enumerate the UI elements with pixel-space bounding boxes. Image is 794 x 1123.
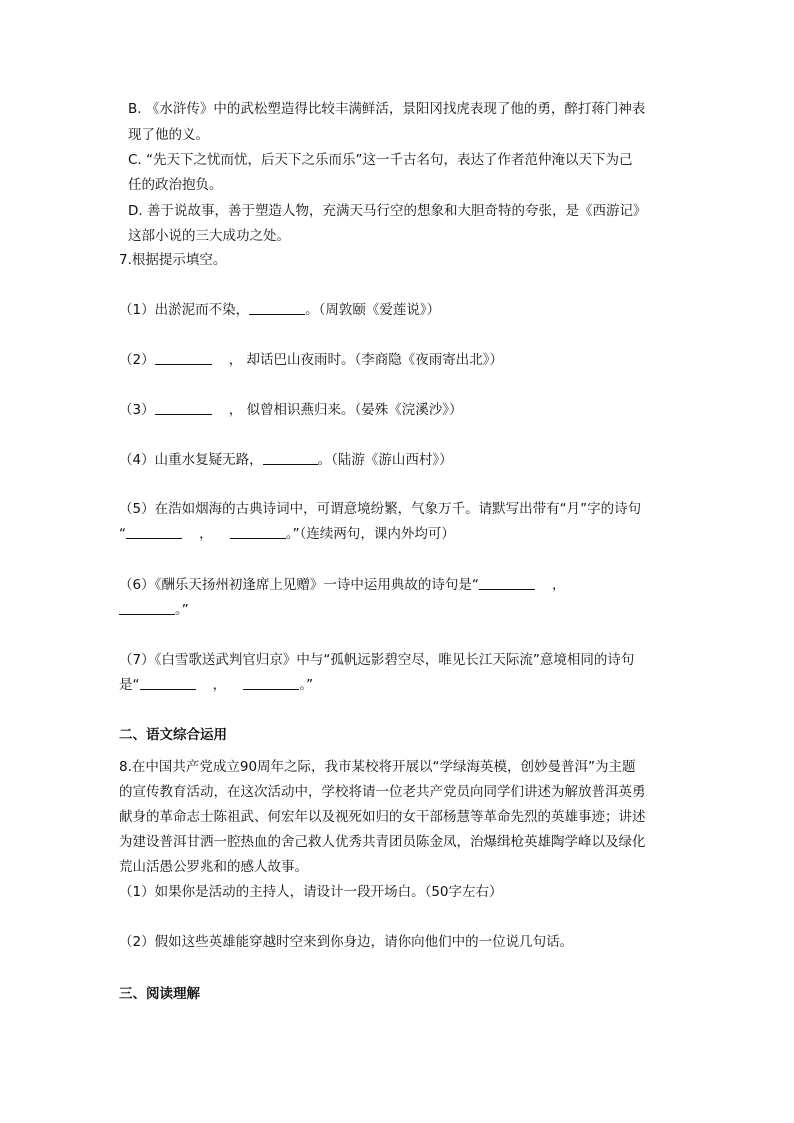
answer-blank[interactable] <box>119 600 175 615</box>
option-d-line1: D. 善于说故事，善于塑造人物，充满天马行空的想象和大胆奇特的夸张，是《西游记》 <box>128 203 647 219</box>
q8-sub-1: （1）如果你是活动的主持人，请设计一段开场白。（50字左右） <box>119 884 503 900</box>
answer-blank[interactable] <box>155 350 212 365</box>
q7-item-5-line2 <box>119 524 455 544</box>
option-d-line2: 这部小说的三大成功之处。 <box>128 228 290 244</box>
option-b-line2: 现了他的义。 <box>128 127 209 143</box>
q7-item-6-end: 。” <box>175 602 189 618</box>
question-7-stem: 7.根据提示填空。 <box>119 252 227 268</box>
answer-blank[interactable] <box>249 300 305 315</box>
q7-item-1 <box>119 300 440 320</box>
q7-item-3 <box>119 400 463 420</box>
q7-item-4-prefix: （4）山重水复疑无路， <box>119 452 263 468</box>
q7-item-4-suffix: 。（陆游《游山西村》） <box>317 452 453 468</box>
q8-line1: 8.在中国共产党成立90周年之际，我市某校将开展以“学绿海英模，创妙曼普洱”为主题 <box>119 759 636 775</box>
answer-blank[interactable] <box>479 575 535 590</box>
q8-sub-2: （2）假如这些英雄能穿越时空来到你身边，请你向他们中的一位说几句话。 <box>119 934 574 950</box>
answer-blank[interactable] <box>243 675 299 690</box>
q7-item-5-comma: ， <box>199 526 213 542</box>
q8-line4: 为建设普洱甘洒一腔热血的舍己救人优秀共青团员陈金凤，治爆缉枪英雄陶学峰以及绿化 <box>119 834 646 850</box>
q7-item-3-suffix: ， 似曾相识燕归来。（晏殊《浣溪沙》） <box>228 402 463 418</box>
q7-item-7-comma: ， <box>212 677 227 693</box>
q7-item-7-prefix: 是“ <box>119 677 140 693</box>
q7-item-6-comma: ， <box>552 577 566 593</box>
q7-item-6-line2 <box>119 600 189 620</box>
q7-item-7-end: 。” <box>299 677 314 693</box>
q7-item-2-suffix: ， 却话巴山夜雨时。（李商隐《夜雨寄出北》） <box>228 352 504 368</box>
q7-item-5-suffix: 。”（连续两句，课内外均可） <box>285 526 455 542</box>
answer-blank[interactable] <box>263 450 318 465</box>
q7-item-1-suffix: 。（周敦颐《爱莲说》） <box>305 302 441 318</box>
option-b-line1: B. 《水浒传》中的武松塑造得比较丰满鲜活，景阳冈找虎表现了他的勇，醉打蒋门神表 <box>128 101 646 117</box>
q7-item-6-line1 <box>119 575 566 595</box>
section-2-heading: 二、语文综合运用 <box>119 727 227 743</box>
q7-item-7-line2 <box>119 675 313 695</box>
q7-item-6-text: （6）《酬乐天扬州初逢席上见赠》一诗中运用典故的诗句是“ <box>119 577 479 593</box>
q7-item-2 <box>119 350 503 370</box>
answer-blank[interactable] <box>140 675 196 690</box>
option-c-line1: C. “先天下之忧而忧，后天下之乐而乐”这一千古名句，表达了作者范仲淹以天下为己 <box>128 152 633 168</box>
q7-item-7-line1: （7）《白雪歌送武判官归京》中与“孤帆远影碧空尽，唯见长江天际流”意境相同的诗句 <box>119 652 635 668</box>
q8-line5: 荒山活愚公罗兆和的感人故事。 <box>119 859 308 875</box>
q8-line2: 的宣传教育活动，在这次活动中，学校将请一位老共产党员向同学们讲述为解放普洱英勇 <box>119 784 646 800</box>
q7-item-2-prefix: （2） <box>119 352 155 368</box>
q7-item-3-prefix: （3） <box>119 402 155 418</box>
answer-blank[interactable] <box>126 524 182 539</box>
q7-item-1-prefix: （1）出淤泥而不染， <box>119 302 250 318</box>
q7-item-4 <box>119 450 453 470</box>
q7-item-5-open-quote: “ <box>119 526 126 542</box>
answer-blank[interactable] <box>230 524 286 539</box>
q8-line3: 献身的革命志士陈祖武、何宏年以及视死如归的女干部杨慧等革命先烈的英雄事迹；讲述 <box>119 809 646 825</box>
q7-item-5-line1: （5）在浩如烟海的古典诗词中，可谓意境纷繁，气象万千。请默写出带有“月”字的诗句 <box>119 501 642 517</box>
section-3-heading: 三、阅读理解 <box>119 986 200 1002</box>
answer-blank[interactable] <box>155 400 212 415</box>
option-c-line2: 任的政治抱负。 <box>128 177 223 193</box>
